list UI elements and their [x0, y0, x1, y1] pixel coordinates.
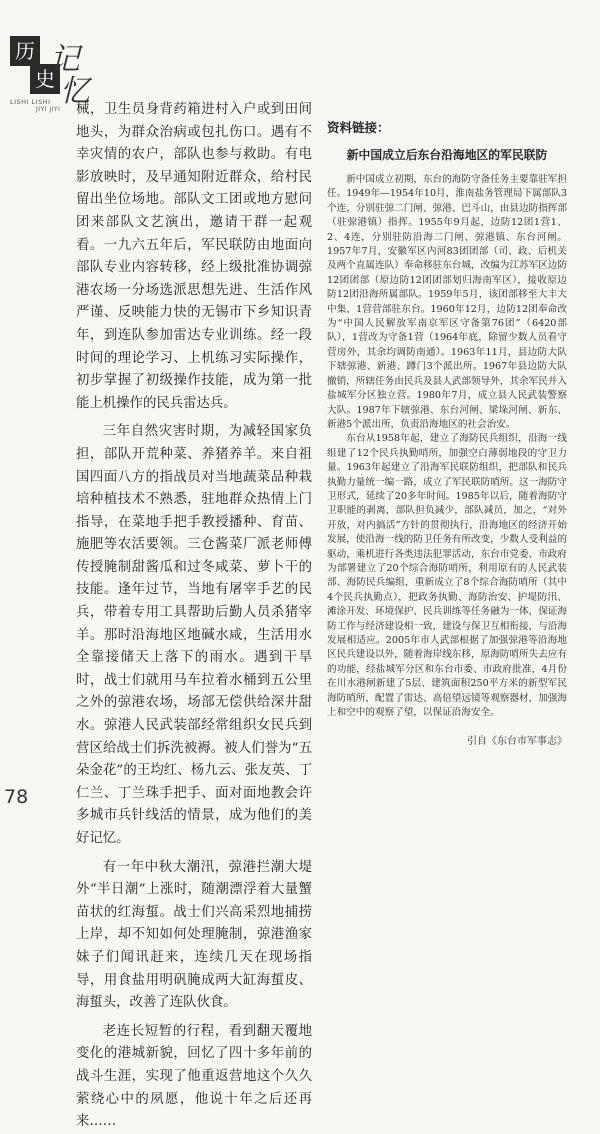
sidebar-label: 资料链接： — [327, 120, 390, 135]
article-paragraph-2: 三年自然灾害时期，为减轻国家负担，部队开荒种菜、养猪养羊。来自祖国四面八方的指战员对当地蔬菜品种栽培种植技术不熟悉，驻地群众热情上门指导，在菜地手把手教授播种、育苗、施肥等农活要领。三仓酱菜厂派老师傅传授腌制甜酱瓜和过冬咸菜、萝卜干的技能。逢年过节，当地有屠宰手艺的民兵，带着专用工具帮助后勤人员杀猪宰羊。那时沿海地区地碱水咸，生活用水全靠接储天上落下的雨水。遇到干旱时，战士们就用马车拉着水桶到五公里之外的弶港农场，场部无偿供给深井甜水。弶港人民武装部经常组织女民兵到营区给战士们拆洗被褥。被人们誉为“五朵金花”的王均红、杨九云、张友英、丁仁兰、丁兰珠手把手、面对面地教会许多城市兵针线活的情景，成为他们的美好记忆。 — [76, 424, 312, 846]
sidebar-body — [327, 173, 567, 720]
logo-char-box-1: 历 — [10, 36, 40, 66]
main-article — [76, 99, 312, 1134]
sidebar-title: 新中国成立后东台沿海地区的军民联防 — [346, 148, 548, 162]
article-paragraph-1: 械，卫生员身背药箱进村入户或到田间地头，为群众治病或包扎伤口。遇有不幸灾情的农户，部队也参与救助。有电影放映时，及早通知附近群众，给村民留出坐位场地。部队文工团或地方慰问团来部队文艺演出，邀请干群一起观看。一九六五年后，军民联防由地面向部队专业内容转移，经上级批准协调弶港农场一分场选派思想先进、生活作风严谨、反映能力快的无锡市下乡知识青年，到连队参加雷达专业训练。经一段时间的理论学习、上机练习实际操作，初步掌握了初级操作技能，成为第一批能上机操作的民兵雷达兵。 — [76, 102, 312, 411]
sidebar-box — [327, 118, 567, 747]
logo-pinyin-2: JIYI JIYI — [36, 106, 61, 113]
article-paragraph-3: 有一年中秋大潮汛，弶港拦潮大堤外“半日潮”上涨时，随潮漂浮着大量蟹苗状的红海蜇。战士们兴高采烈地捕捞上岸，却不知如何处理腌制，弶港渔家妹子们闻讯赶来，连续几天在现场指导，用食盐用明矾腌成两大缸海蜇皮、海蜇头，改善了连队伙食。 — [76, 859, 312, 1011]
sidebar-source: 引自《东台市军事志》 — [467, 736, 567, 748]
page-number: 78 — [4, 786, 29, 808]
logo-char-4: 忆 — [60, 74, 90, 109]
logo-pinyin-1: LISHI LISHI — [10, 98, 51, 106]
logo-char-box-2: 史 — [30, 64, 60, 94]
sidebar-paragraph-2: 东台从1958年起，建立了海防民兵组织，沿海一线组建了12个民兵执勤哨所，加强空白薄弱地段的守卫力量。1963年起建立了沿海军民联防组织，把部队和民兵执勤力量统一编一路，成立了军民联防哨所。这一海防守卫形式，延续了20多年时间。1985年以后，随着海防守卫职能的剥离，部队担负减少，部队减员，加之，“对外开放，对内搞活”方针的贯彻执行，沿海地区的经济开始发展，使沿海一线的防卫任务有所改变，少数人受利益的驱动，乘机进行各类违法犯罪活动，东台市党委、市政府为部署建立了20个综合海防哨所，利用原有的人民武装部、海防民兵编组，重新成立了8个综合海防哨所（其中4个民兵执勤点），把政务执勤、海防治安、护堤防汛、滩涂开发、环境保护、民兵训练等任务融为一体，保证海防工作与经济建设相一致，建设与保卫互相衔接，与沿海发展相适应。2005年市人武部根据了加强弶港等沿海地区民兵建设以外，随着海岸线东移，原海防哨所失去应有的功能，经盐城军分区和东台市委、市政府批准，4月份在川水港闸新建了5层、建筑面积250平方米的新型军民海防哨所，配置了雷达、高倍望远镜等观察器材，加强海上和空中的观察了望，以保证沿海安全。 — [327, 433, 567, 719]
article-paragraph-4: 老连长短暂的行程，看到翻天覆地变化的港城新貌，回忆了四十多年前的战斗生涯，实现了他重返营地这个久久萦绕心中的夙愿，他说十年之后还再来…… — [76, 1023, 312, 1130]
sidebar-paragraph-1: 新中国成立初期，东台的海防守备任务主要靠驻军担任。1949年—1954年10月，淮南盐务管理局下属部队3个连，分别驻弶二门闸、弶港、巴斗山，由县边防指挥部（驻弶港镇）指挥。1955年9月起，边防12团1营1、2、4连，分别驻防沿海二门闸、弶港镇、东台河闸。1957年7月，安徽军区内河83团团部（司、政、后机关及两个直属连队）奉命移驻东台城，改编为江苏军区边防12团团部（原边防12团团部划归海南军区），接收原边防12团沿海所属部队。1959年5月，该团部移至大丰大中集，1营营部驻东台。1960年12月，边防12团奉命改为“中国人民解放军南京军区守备第76团”（6420部队），1营改为守备1营（1964年底，除留少数人员看守营房外，其余均调防南通）。1963年11月，县边防大队下辖弶港、新港、蹲门3个派出所。1967年县边防大队撤销，所辖任务由民兵及县人武部领导外，其余军民并入盐城军分区独立营。1980年7月，成立县人民武装警察大队。1987年下辖弶港、东台河闸、梁垛河闸、新东、新港5个派出所，负责沿海地区的社会治安。 — [327, 174, 567, 430]
logo-char-3: 记 — [50, 42, 80, 77]
